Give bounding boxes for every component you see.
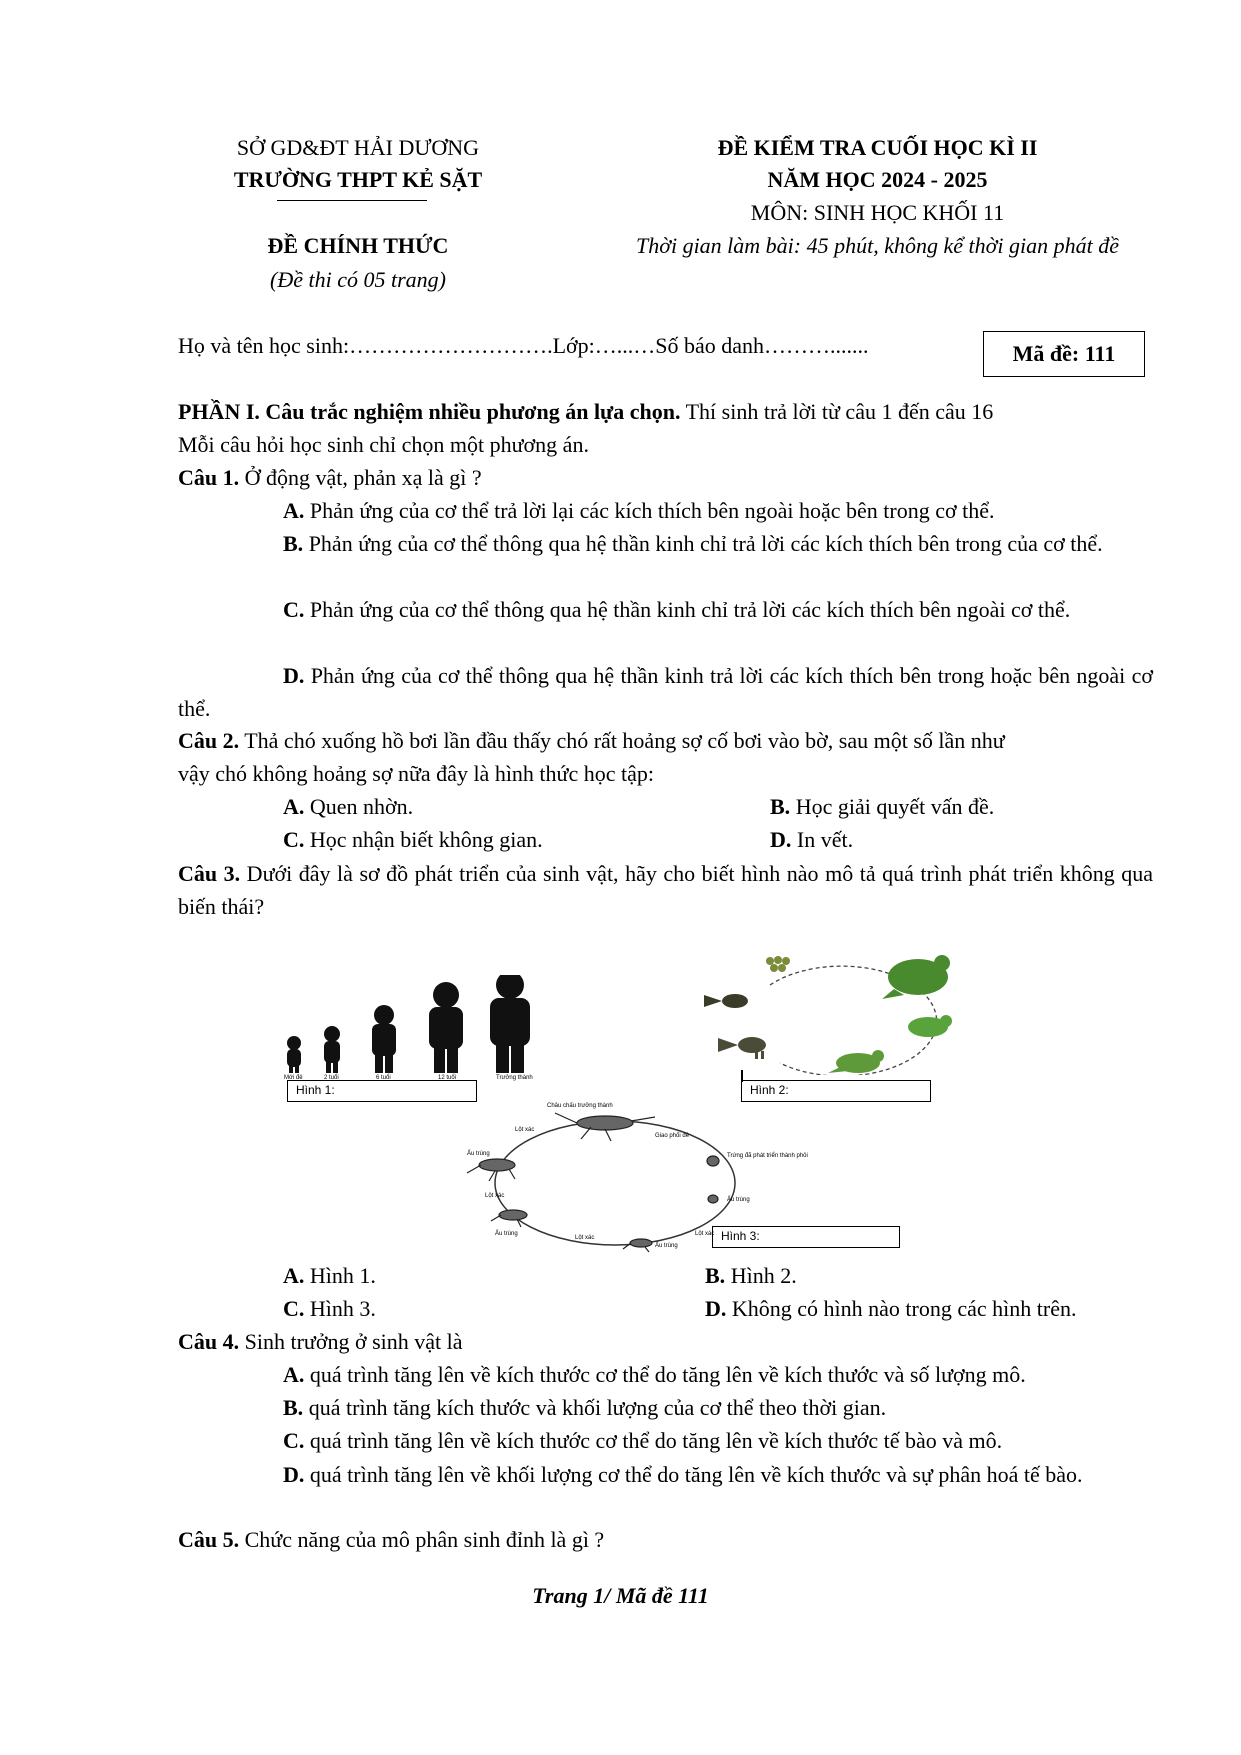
option-label: B. bbox=[705, 1263, 726, 1288]
option-text: Phản ứng của cơ thể thông qua hệ thần kinh trả lời các kích thích bên trong hoặc bên ngoài cơ thể. bbox=[178, 663, 1153, 721]
q4-text: Sinh trưởng ở sinh vật là bbox=[239, 1329, 463, 1354]
option-label: B. bbox=[770, 794, 791, 819]
nymph-grasshopper-icon bbox=[467, 1159, 515, 1181]
fig3-stage-label: Giao phối đẻ bbox=[655, 1133, 690, 1139]
q2-text-line2: vậy chó không hoảng sợ nữa đây là hình thức học tập: bbox=[178, 761, 654, 786]
option-text: Quen nhờn. bbox=[304, 794, 414, 819]
fig3-stage-label: Ấu trùng bbox=[467, 1151, 490, 1157]
time-note: Thời gian làm bài: 45 phút, không kể thời gian phát đề bbox=[635, 233, 1119, 258]
q2-option-b bbox=[770, 791, 994, 823]
option-text: In vết. bbox=[791, 827, 854, 852]
adult-grasshopper-icon bbox=[555, 1113, 655, 1141]
q2-option-d bbox=[770, 824, 853, 856]
human-silhouettes bbox=[280, 975, 540, 1085]
figure-1-human-growth bbox=[280, 975, 540, 1085]
fig3-caption-box bbox=[712, 1226, 900, 1248]
q1-option-d bbox=[178, 659, 1153, 725]
figure-2-frog-cycle bbox=[700, 945, 970, 1075]
option-text: quá trình tăng kích thước và khối lượng của cơ thể theo thời gian. bbox=[303, 1395, 887, 1420]
fig3-stage-label: Châu chấu trưởng thành bbox=[547, 1103, 613, 1109]
option-label: A. bbox=[283, 1263, 305, 1288]
q1-option-b bbox=[178, 527, 1153, 560]
option-label: D. bbox=[283, 663, 305, 688]
human-silhouette bbox=[287, 1036, 301, 1073]
exam-title: ĐỀ KIỂM TRA CUỐI HỌC KÌ II bbox=[717, 135, 1038, 160]
option-text: Hình 2. bbox=[725, 1263, 797, 1288]
fig1-caption: Hình 1: bbox=[296, 1083, 335, 1097]
option-label: C. bbox=[283, 1428, 305, 1453]
q2-option-c bbox=[283, 824, 543, 856]
official-label: ĐỀ CHÍNH THỨC bbox=[267, 233, 449, 258]
option-text: Học giải quyết vấn đề. bbox=[790, 794, 995, 819]
option-text: Hình 3. bbox=[304, 1296, 376, 1321]
question-1 bbox=[178, 461, 1153, 494]
fig3-stage-label: Lột xác bbox=[515, 1127, 535, 1133]
q1-label: Câu 1. bbox=[178, 465, 240, 490]
q1-text: Ở động vật, phản xạ là gì ? bbox=[239, 465, 482, 490]
q3-option-b bbox=[705, 1260, 797, 1292]
young-frog-icon bbox=[828, 1050, 884, 1073]
option-label: C. bbox=[283, 827, 305, 852]
tadpole-icon bbox=[704, 994, 748, 1008]
option-text: quá trình tăng lên về kích thước cơ thể do tăng lên về kích thước tế bào và mô. bbox=[304, 1428, 1003, 1453]
question-2 bbox=[178, 725, 1005, 757]
header-divider bbox=[277, 200, 427, 201]
q2-option-a bbox=[283, 791, 413, 823]
option-label: C. bbox=[283, 597, 305, 622]
q2-text: Thả chó xuống hồ bơi lần đầu thấy chó rất hoảng sợ cố bơi vào bờ, sau một số lần như bbox=[239, 728, 1005, 753]
part1-heading bbox=[178, 395, 1153, 461]
q4-option-d bbox=[178, 1458, 1153, 1491]
exam-code-box bbox=[983, 331, 1145, 377]
exam-code: Mã đề: 111 bbox=[1012, 341, 1116, 366]
option-text: Phản ứng của cơ thể thông qua hệ thần kinh chỉ trả lời các kích thích bên ngoài cơ thể. bbox=[304, 597, 1071, 622]
fig2-caption: Hình 2: bbox=[750, 1083, 789, 1097]
fig3-stage-label: Trứng đã phát triển thành phôi bbox=[727, 1153, 808, 1159]
q1-option-c bbox=[178, 593, 1153, 626]
part1-title-rest: Thí sinh trả lời từ câu 1 đến câu 16 bbox=[680, 399, 994, 424]
q2-label: Câu 2. bbox=[178, 728, 240, 753]
part1-instruction: Mỗi câu hỏi học sinh chỉ chọn một phương án. bbox=[178, 432, 589, 457]
fig3-stage-label: Lột xác bbox=[485, 1193, 505, 1199]
frog-lifecycle-drawing bbox=[700, 945, 970, 1075]
option-label: D. bbox=[770, 827, 792, 852]
human-silhouette bbox=[490, 975, 530, 1073]
q3-option-a bbox=[283, 1260, 376, 1292]
dept-name: SỞ GD&ĐT HẢI DƯƠNG bbox=[236, 135, 480, 160]
option-label: A. bbox=[283, 794, 305, 819]
fig1-caption-box bbox=[287, 1080, 477, 1102]
option-text: Phản ứng của cơ thể trả lời lại các kích thích bên ngoài hoặc bên trong cơ thể. bbox=[304, 498, 995, 523]
q3-option-c bbox=[283, 1293, 376, 1325]
option-text: Học nhận biết không gian. bbox=[304, 827, 543, 852]
q5-text: Chức năng của mô phân sinh đỉnh là gì ? bbox=[239, 1527, 605, 1552]
subject: MÔN: SINH HỌC KHỐI 11 bbox=[750, 200, 1005, 225]
q3-option-d bbox=[705, 1293, 1076, 1325]
question-5 bbox=[178, 1524, 604, 1556]
option-label: A. bbox=[283, 498, 305, 523]
q1-option-a bbox=[178, 494, 1153, 527]
q3-text: Dưới đây là sơ đồ phát triển của sinh vật, hãy cho biết hình nào mô tả quá trình phát triển không qua biến thái? bbox=[178, 861, 1154, 919]
froglet-icon bbox=[908, 1015, 952, 1037]
fig3-stage-label: Ấu trùng bbox=[727, 1197, 750, 1203]
option-text: quá trình tăng lên về khối lượng cơ thể do tăng lên về kích thước và sự phân hoá tế bào. bbox=[304, 1462, 1083, 1487]
fig3-stage-label: Ấu trùng bbox=[655, 1243, 678, 1249]
option-label: D. bbox=[705, 1296, 727, 1321]
egg-pod-icon bbox=[707, 1156, 719, 1166]
option-label: A. bbox=[283, 1362, 305, 1387]
human-silhouette bbox=[372, 1005, 396, 1073]
egg-pod-icon bbox=[708, 1195, 718, 1203]
fig2-caption-box bbox=[741, 1080, 931, 1102]
question-3 bbox=[178, 857, 1153, 923]
nymph-grasshopper-icon bbox=[623, 1239, 652, 1252]
fig1-age-label: Trưởng thành bbox=[496, 1075, 533, 1081]
fig1-age-label: 6 tuổi bbox=[376, 1075, 391, 1081]
q4-option-c bbox=[283, 1425, 1002, 1457]
fig3-stage-label: Lột xác bbox=[575, 1235, 595, 1241]
student-info-line: Họ và tên học sinh:……………………….Lớp:…...…Số báo danh………....... bbox=[178, 333, 869, 358]
fig3-stage-label: Lột xác bbox=[695, 1231, 715, 1237]
option-text: Phản ứng của cơ thể thông qua hệ thần kinh chỉ trả lời các kích thích bên trong của cơ thể. bbox=[303, 531, 1103, 556]
fig3-caption: Hình 3: bbox=[721, 1229, 760, 1243]
fig1-age-label: 2 tuổi bbox=[324, 1075, 339, 1081]
fig1-age-label: 12 tuổi bbox=[438, 1075, 457, 1081]
fig1-age-label: Mới đẻ bbox=[284, 1075, 303, 1081]
option-text: quá trình tăng lên về kích thước cơ thể do tăng lên về kích thước và số lượng mô. bbox=[304, 1362, 1026, 1387]
human-silhouette bbox=[429, 982, 463, 1073]
q5-label: Câu 5. bbox=[178, 1527, 240, 1552]
human-silhouette bbox=[324, 1026, 340, 1073]
option-label: B. bbox=[283, 531, 304, 556]
school-name: TRƯỜNG THPT KẺ SẶT bbox=[233, 167, 483, 192]
nymph-grasshopper-icon bbox=[491, 1210, 527, 1227]
school-year: NĂM HỌC 2024 - 2025 bbox=[767, 167, 988, 192]
adult-frog-icon bbox=[882, 955, 950, 999]
option-text: Không có hình nào trong các hình trên. bbox=[726, 1296, 1077, 1321]
tadpole-legs-icon bbox=[718, 1037, 766, 1059]
q4-option-a bbox=[283, 1359, 1026, 1391]
option-label: C. bbox=[283, 1296, 305, 1321]
pages-note: (Đề thi có 05 trang) bbox=[270, 267, 446, 292]
question-4 bbox=[178, 1326, 463, 1358]
page-footer: Trang 1/ Mã đề 111 bbox=[532, 1583, 709, 1608]
q3-label: Câu 3. bbox=[178, 861, 241, 886]
option-label: B. bbox=[283, 1395, 304, 1420]
option-text: Hình 1. bbox=[304, 1263, 376, 1288]
frog-eggs-icon bbox=[766, 956, 790, 972]
part1-title: PHẦN I. Câu trắc nghiệm nhiều phương án lựa chọn. bbox=[178, 399, 681, 424]
q4-label: Câu 4. bbox=[178, 1329, 240, 1354]
q4-option-b bbox=[283, 1392, 886, 1424]
option-label: D. bbox=[283, 1462, 305, 1487]
fig3-stage-label: Ấu trùng bbox=[495, 1231, 518, 1237]
